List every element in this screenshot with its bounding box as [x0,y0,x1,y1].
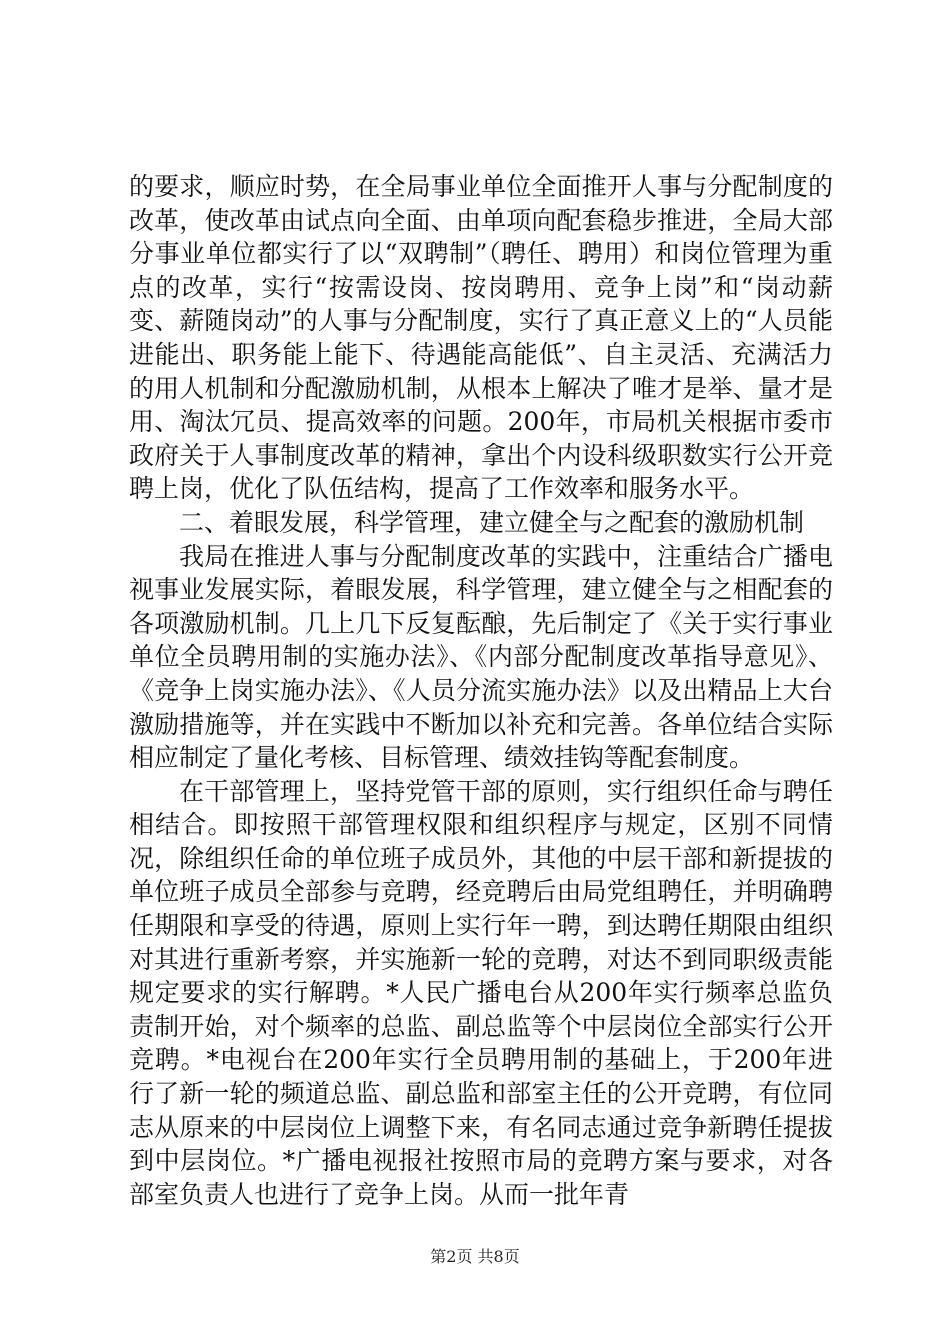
paragraph: 在干部管理上，坚持党管干部的原则，实行组织任命与聘任相结合。即按照干部管理权限和组织程序与规定，区别不同情况，除组织任命的单位班子成员外，其他的中层干部和新提拔的单位班子成员全部参与竞聘，经竞聘后由局党组聘任，并明确聘任期限和享受的待遇，原则上实行年一聘，到达聘任期限由组织对其进行重新考察，并实施新一轮的竞聘，对达不到同职级责能规定要求的实行解聘。*人民广播电台从200年实行频率总监负责制开始，对个频率的总监、副总监等个中层岗位全部实行公开竞聘。*电视台在200年实行全员聘用制的基础上，于200年进行了新一轮的频道总监、副总监和部室主任的公开竞聘，有位同志从原来的中层岗位上调整下来，有名同志通过竞争新聘任提拔到中层岗位。*广播电视报社按照市局的竞聘方案与要求，对各部室负责人也进行了竞争上岗。从而一批年青 [129,776,833,1209]
paragraph-continuation: 的要求，顺应时势，在全局事业单位全面推开人事与分配制度的改革，使改革由试点向全面、由单项向配套稳步推进，全局大部分事业单位都实行了以“双聘制”（聘任、聘用）和岗位管理为重点的改革，实行“按需设岗、按岗聘用、竞争上岗”和“岗动薪变、薪随岗动”的人事与分配制度，实行了真正意义上的“人员能进能出、职务能上能下、待遇能高能低”、自主灵活、充满活力的用人机制和分配激励机制，从根本上解决了唯才是举、量才是用、淘汰冗员、提高效率的问题。200年，市局机关根据市委市政府关于人事制度改革的精神，拿出个内设科级职数实行公开竞聘上岗，优化了队伍结构，提高了工作效率和服务水平。 [129,172,833,504]
paragraph: 我局在推进人事与分配制度改革的实践中，注重结合广播电视事业发展实际，着眼发展，科学管理，建立健全与之相配套的各项激励机制。几上几下反复酝酿，先后制定了《关于实行事业单位全员聘用制的实施办法》、《内部分配制度改革指导意见》、《竞争上岗实施办法》、《人员分流实施办法》以及出精品上大台激励措施等，并在实践中不断加以补充和完善。各单位结合实际相应制定了量化考核、目标管理、绩效挂钩等配套制度。 [129,541,833,773]
page-number-footer: 第2页 共8页 [430,1247,520,1266]
section-heading: 二、着眼发展，科学管理，建立健全与之配套的激励机制 [179,507,805,537]
document-body [129,170,833,1211]
